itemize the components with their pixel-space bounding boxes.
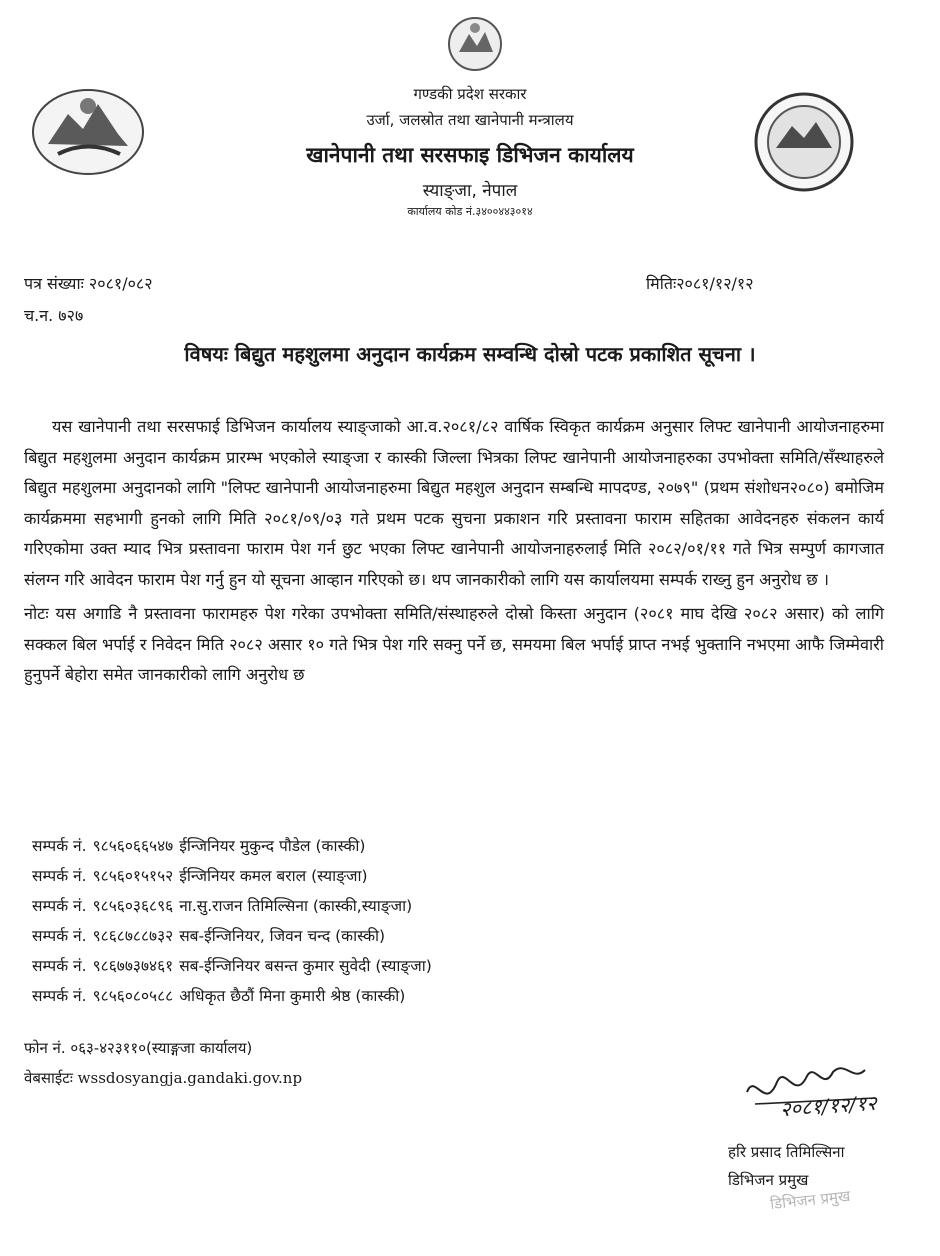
contact-label: सम्पर्क नं. (32, 867, 87, 885)
faded-stamp: डिभिजन प्रमुख (769, 1186, 852, 1214)
signature-date: २०८१/१२/१२ (779, 1090, 878, 1122)
office-code: कार्यालय कोड नं.३४००४४३०१४ (407, 205, 533, 218)
contact-label: सम्पर्क नं. (32, 987, 87, 1005)
contact-number: ९८५६०८०५८८ (92, 987, 174, 1005)
website-label: वेबसाईटः (24, 1069, 73, 1087)
website-row (24, 1068, 302, 1088)
contact-label: सम्पर्क नं. (32, 957, 87, 975)
ministry-name: उर्जा, जलस्रोत तथा खानेपानी मन्त्रालय (366, 111, 574, 129)
list-item (32, 981, 438, 1011)
contact-number: ९८६८७८८७३२ (92, 927, 174, 945)
contact-number: ९८५६०६६५४७ (92, 837, 174, 855)
contact-number: ९८६७७३७४६१ (92, 957, 174, 975)
list-item (32, 921, 438, 951)
contact-label: सम्पर्क नं. (32, 927, 87, 945)
note-paragraph: नोटः यस अगाडि नै प्रस्तावना फारामहरु पेश गरेका उपभोक्ता समिति/संस्थाहरुले दोस्रो किस्ता अनुदान (२०८१ माघ देखि २०८२ असार) को लागि सक्कल बिल भर्पाई र निवेदन मिति २०८२ असार १० गते भित्र पेश गरि सक्नु पर्ने छ, समयमा बिल भर्पाई प्राप्त नभई भुक्तानि नभएमा आफै जिम्मेवारी हुनुपर्ने बेहोरा समेत जानकारीको लागि अनुरोध छ (24, 604, 884, 684)
contact-person: ईन्जिनियर मुकुन्द पौडेल (कास्की) (179, 837, 366, 855)
letter-number: पत्र संख्याः २०८१/०८२ (24, 274, 153, 293)
contact-person: ईन्जिनियर कमल बराल (स्याङ्जा) (179, 867, 368, 885)
government-name: गण्डकी प्रदेश सरकार (413, 85, 527, 103)
main-paragraph: यस खानेपानी तथा सरसफाई डिभिजन कार्यालय स्याङ्जाको आ.व.२०८१/८२ वार्षिक स्विकृत कार्यक्रम अनुसार लिफ्ट खानेपानी आयोजनाहरुमा बिद्युत महशुलमा अनुदान कार्यक्रम प्रारम्भ भएकोले स्याङ्जा र कास्की जिल्ला भित्रका लिफ्ट खानेपानी आयोजनाहरुका उपभोक्ता समिति/सँस्थाहरुले बिद्युत महशुलमा अनुदानको लागि "लिफ्ट खानेपानी आयोजनाहरुमा बिद्युत महशुल अनुदान सम्बन्धि मापदण्ड, २०७९" (प्रथम संशोधन२०८०) बमोजिम कार्यक्रममा सहभागी हुनको लागि मिति २०८१/०९/०३ गते प्रथम पटक सुचना प्रकाशन गरि प्रस्तावना फाराम सहितका आवेदनहरु संकलन कार्य गरिएकोमा उक्त म्याद भित्र प्रस्तावना फाराम पेश गर्न छुट भएका लिफ्ट खानेपानी आयोजनाहरुलाई मिति २०८२/०१/११ गते भित्र सम्पुर्ण कागजात संलग्न गरि आवेदन फाराम पेश गर्नु हुन यो सूचना आव्हान गरिएको छ। थप जानकारीको लागि यस कार्यालयमा सम्पर्क राख्नु हुन अनुरोध छ । (24, 417, 884, 589)
notice-body (24, 412, 884, 691)
office-name: खानेपानी तथा सरसफाइ डिभिजन कार्यालय (306, 143, 634, 167)
nepal-state-emblem-top (445, 14, 505, 80)
contact-label: सम्पर्क नं. (32, 837, 87, 855)
contact-number: ९८५६०३६८९६ (92, 897, 174, 915)
contact-person: सब-ईन्जिनियर, जिवन चन्द (कास्की) (179, 927, 386, 945)
contact-number: ९८५६०१५१५२ (92, 867, 174, 885)
list-item (32, 831, 438, 861)
website-link[interactable]: wssdosyangja.gandaki.gov.np (77, 1069, 303, 1087)
signer-title: डिभिजन प्रमुख (728, 1171, 809, 1189)
contact-label: सम्पर्क नं. (32, 897, 87, 915)
contact-list (32, 831, 438, 1011)
contact-person: अधिकृत छैठौं मिना कुमारी श्रेष्ठ (कास्की) (179, 987, 406, 1005)
list-item (32, 861, 438, 891)
dispatch-number: च.न. ७२७ (24, 306, 84, 325)
list-item (32, 951, 438, 981)
list-item (32, 891, 438, 921)
contact-person: सब-ईन्जिनियर बसन्त कुमार सुवेदी (स्याङ्जा) (179, 957, 432, 975)
signer-name: हरि प्रसाद तिमिल्सिना (728, 1143, 845, 1161)
subject-line: विषयः बिद्युत महशुलमा अनुदान कार्यक्रम सम्वन्धि दोस्रो पटक प्रकाशित सूचना । (184, 342, 756, 366)
contact-person: ना.सु.राजन तिमिल्सिना (कास्की,स्याङ्जा) (179, 897, 413, 915)
letter-date: मितिः२०८१/१२/१२ (646, 274, 754, 293)
office-location: स्याङ्जा, नेपाल (422, 181, 518, 201)
office-phone: फोन नं. ०६३-४२३११०(स्याङ्गजा कार्यालय) (24, 1039, 253, 1057)
